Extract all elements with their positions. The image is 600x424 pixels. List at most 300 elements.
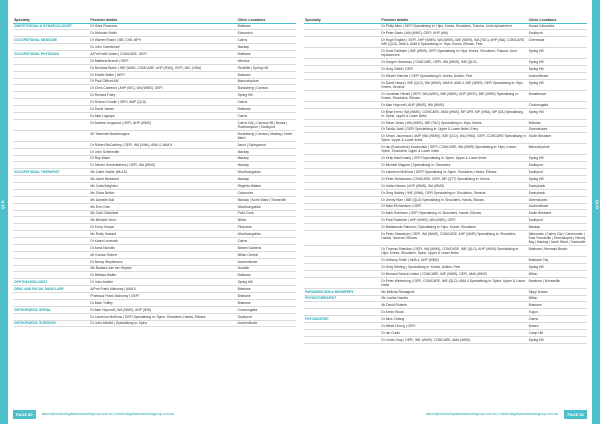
row-location: Cairns <box>237 238 296 245</box>
row-provider: Dr Kerry Hooper <box>89 224 236 231</box>
table-row <box>304 155 587 162</box>
row-location: Auchenflower <box>237 258 296 265</box>
table-row <box>304 108 587 119</box>
row-provider: Dr Peter Shanahan | GEPI, WA (WMS), COMCARE, AHP (WMS) Specialising in: Shoulders, Hands, General, Elbows <box>380 231 527 246</box>
right-page <box>304 17 587 407</box>
table-row <box>304 119 587 126</box>
row-location: Aitkenvale | Cairns City | Cannonvale | East Townsville | Greenslopes | Hervey Bay | Mackay | North Ward | Townsville <box>528 231 586 245</box>
row-provider: Dr Peter McNamara | COMCARE, GEPI, MP (QTT) Specialising in: Knees <box>380 176 527 183</box>
row-location: Edmonton <box>237 30 296 37</box>
row-provider: Dr Michael Maguire | Specialising in: Shoulders <box>380 162 527 169</box>
table-row <box>13 148 296 155</box>
row-specialty: OBSTETRICIAN & GYNAECOLOGIST <box>13 23 89 30</box>
table-row <box>13 286 296 293</box>
table-row <box>304 323 587 330</box>
table-row <box>13 299 296 306</box>
table-row <box>304 59 587 66</box>
table-row <box>304 176 587 183</box>
row-specialty <box>13 265 89 272</box>
row-location: Spring Hill <box>528 336 587 343</box>
row-provider: Dr Greg Nottley | IME (VWA), GEPI Specialising in: Shoulders, General <box>380 189 527 196</box>
row-specialty <box>304 176 380 183</box>
footer-contact-link[interactable]: admin@medicolegalassessmentsgroup.com.au | medicolegalassessmentsgroup.com.au <box>41 412 175 416</box>
row-specialty <box>304 302 380 309</box>
table-row <box>304 270 587 277</box>
row-provider: Dr Robert McCarthey | GEPI, WA (VWA), AMA 4, AMA 5 <box>89 141 236 148</box>
row-specialty <box>304 108 380 119</box>
row-provider: Dr Anna Nicholls <box>89 244 236 251</box>
row-location: Brisbane <box>237 299 296 306</box>
row-provider: Dr Ian (Kuokochuk) Kuokochuk | GEPI, COMCARE, WA (WMS) Specialising in: Hips, Knees, Spine, Shoulders, Upper & Lower limbs <box>380 144 527 155</box>
row-specialty <box>304 231 380 246</box>
row-provider: Ms Louise Harries <box>380 295 527 302</box>
row-location: Spring Hill <box>528 59 587 66</box>
row-specialty: PHYSIOTHERAPIST <box>304 295 380 302</box>
row-provider: Dr Mark Richardson | GEPI <box>380 203 527 210</box>
row-specialty <box>13 251 89 258</box>
row-provider: Dr Simon Journeaux | AMP (WA (WMS)), IME (QLD), WA (VWA), GEPI, COMCARE Specialising in: Spine, Upper & Lower limbs <box>381 134 527 143</box>
row-location: Cairns <box>237 112 296 119</box>
row-specialty <box>304 329 380 336</box>
row-provider: Ms Janet Bareshed <box>89 176 236 183</box>
row-location: Cairns <box>237 99 296 106</box>
row-provider: Dr Scott Fairbairn | IME (WMS), GEPI Specialising in: Hips, Knees, Shoulders, Trauma, Joint replacement <box>380 48 527 59</box>
row-location: South Brisbane <box>528 210 587 217</box>
header-locations: Clinic Locations <box>528 17 587 23</box>
row-specialty <box>304 277 380 288</box>
table-row <box>13 106 296 113</box>
table-row <box>304 316 587 323</box>
row-specialty <box>13 99 89 106</box>
row-specialty: OPHTHALMOLOGIST <box>13 279 89 286</box>
table-row <box>304 66 587 73</box>
row-provider: Dr Paul Rodierice | AHP (WMS), WA (WMS), GEPI <box>380 217 527 224</box>
table-row <box>304 302 587 309</box>
table-row <box>304 73 587 80</box>
right-accent-bar <box>592 0 600 424</box>
row-location: Bundaberg | Carrara <box>237 85 296 92</box>
row-location: Brisbane <box>237 71 296 78</box>
table-row <box>13 251 296 258</box>
row-provider: Dr Alan Hopcroft | AHP (WMS), WA (WMS) <box>380 101 527 108</box>
row-specialty <box>304 144 380 155</box>
row-provider: Dr Brian Ivers | WA (WMS), COMCARE, AMA (WMS), MP, AP5, MP (VWA), MP (SA) Specialising in: Spine, Upper & Lower limbs <box>380 108 527 119</box>
row-location: Southport <box>528 169 587 176</box>
row-provider: Mr Gordon Robert <box>89 251 236 258</box>
row-specialty <box>13 210 89 217</box>
table-row <box>13 64 296 71</box>
row-specialty: PSYCHIATRIST <box>304 316 380 323</box>
row-location: Auchenflower <box>237 320 296 327</box>
row-location: Mackay <box>237 148 296 155</box>
row-provider: Dr Deborah Smith <box>89 30 236 37</box>
header-provider: Provider details <box>380 17 527 23</box>
table-row <box>13 189 296 196</box>
row-specialty <box>13 231 89 238</box>
row-location: Mackay <box>237 176 296 183</box>
row-provider: Ms Olivia Britton <box>89 189 236 196</box>
row-location: Mackay <box>237 155 296 162</box>
table-row <box>13 293 296 300</box>
row-location: Caloundra <box>237 189 296 196</box>
row-specialty <box>13 183 89 190</box>
row-specialty <box>13 30 89 37</box>
row-specialty <box>13 106 89 113</box>
table-row <box>304 309 587 316</box>
row-specialty <box>304 73 380 80</box>
row-location: Nambour | Noosaville <box>528 277 587 288</box>
row-provider: A/Prof Keith Adam | COMCARE, GEPI <box>89 51 236 58</box>
row-provider: Dr Annie Wood <box>380 309 527 316</box>
row-location: Spring Hill <box>528 66 587 73</box>
row-specialty <box>13 44 89 51</box>
row-specialty <box>13 112 89 119</box>
row-provider: Dr Laurence McElrow | GEPI Specialising in: Spine, Shoulders, Hands, Elbows <box>89 313 236 320</box>
row-location: Tugun <box>528 309 587 316</box>
row-location: Bulimba <box>528 119 587 126</box>
row-provider: Dr Nicholas Burke | IME (WMS, COMCARE, AHP (IEW)), GEPI, MIC (VWA) <box>89 64 236 71</box>
row-specialty <box>304 37 380 48</box>
table-row <box>304 169 587 176</box>
row-specialty <box>304 336 380 343</box>
row-specialty: PARAMEDIC/EM & MIDWIFERY <box>304 288 380 295</box>
row-provider: Mr David Roberts <box>380 302 527 309</box>
table-row <box>304 37 587 48</box>
row-location: Regents Waters <box>237 183 296 190</box>
row-location: Mackay | North Ward | Townsville <box>237 196 296 203</box>
row-location: Camp Hill <box>528 329 587 336</box>
right-page-number: PAGE 81 <box>564 410 587 419</box>
row-specialty <box>13 203 89 210</box>
row-provider: Dr Bernard Szekui-Leiske | COMCARE, IME (WMS), GEPI, AMA (WMS) <box>380 270 527 277</box>
table-row <box>13 71 296 78</box>
left-page <box>13 17 296 407</box>
table-row <box>304 101 587 108</box>
row-provider: Dr Matthew Brandt | GEPI <box>89 57 236 64</box>
row-location: Brisbane <box>237 23 296 30</box>
row-location: Brisbane <box>237 106 296 113</box>
table-row <box>304 48 587 59</box>
row-provider: Dr Tandjo Jwall | GEPI Specialising in: Upper & Lower limbs, Entry <box>380 126 527 133</box>
right-provider-table <box>304 17 587 344</box>
row-location: Mackay <box>237 44 296 51</box>
row-specialty <box>13 196 89 203</box>
row-provider: Dr Philip Allen | GEPI Specialising in: Hips, Knees, Shoulders, Trauma, Joint replacement <box>380 23 527 30</box>
row-location: Nundah <box>237 265 296 272</box>
row-provider: Ms Danielle Bull <box>89 196 236 203</box>
row-location: Mackay <box>528 224 587 231</box>
row-specialty <box>304 189 380 196</box>
table-row <box>304 79 587 90</box>
row-location: Auchenflower <box>528 73 587 80</box>
row-specialty <box>304 309 380 316</box>
row-provider: Dr Giles Pearsons <box>89 23 236 30</box>
table-row <box>304 217 587 224</box>
row-location: Redcliffe | Spring Hill <box>237 64 296 71</box>
left-page-number: PAGE 80 <box>13 410 36 419</box>
row-specialty <box>304 66 380 73</box>
table-row <box>13 92 296 99</box>
row-provider: Dr Jonathan Herald | GEPI, WA (WMS), IME (WMS), AHP (WCR), IME (WMS) Specialising in: Knees, Shoulders, Elbows <box>380 90 527 101</box>
table-row <box>304 210 587 217</box>
table-row <box>13 196 296 203</box>
row-provider: Dr David James <box>89 106 236 113</box>
table-row <box>13 44 296 51</box>
row-specialty <box>13 189 89 196</box>
row-provider: Ms Emily Howard <box>89 231 236 238</box>
table-row <box>13 169 296 176</box>
row-specialty <box>13 78 89 85</box>
table-row <box>13 210 296 217</box>
row-location: South Brisbane <box>528 133 587 144</box>
row-location: Cooloongatta <box>528 101 587 108</box>
table-row <box>304 277 587 288</box>
table-row <box>13 176 296 183</box>
table-row <box>304 133 587 144</box>
row-provider: Dr Steve Jones | WA (WMS), IME (TAC) Specialising in: Hips, Knees <box>380 119 527 126</box>
row-location: Chermside <box>528 37 587 48</box>
row-location: Brisbane <box>237 286 296 293</box>
row-location: Brisbane City <box>528 257 587 264</box>
row-specialty <box>304 79 380 90</box>
row-location: Brisbane <box>237 272 296 279</box>
row-provider: Ms Claire Sadler (MLAS) <box>89 169 236 176</box>
row-specialty <box>304 48 380 59</box>
row-specialty <box>13 141 89 148</box>
row-specialty <box>304 270 380 277</box>
row-provider: Dr Ray Wade <box>89 155 236 162</box>
table-row <box>304 246 587 257</box>
table-row <box>13 141 296 148</box>
row-provider: Dr Steven Somerstahers | GEPI, WA (WMS) <box>89 162 236 169</box>
table-row <box>13 244 296 251</box>
row-provider: Dr Sharon Goodie | GEPI, AMP (QLD) <box>89 99 236 106</box>
row-location: Milton <box>237 217 296 224</box>
table-row <box>13 203 296 210</box>
row-provider: Dr Karen Leverack <box>89 238 236 245</box>
row-location: Spring Hill <box>528 263 587 270</box>
row-provider: Dr Nancy Stephenson <box>89 258 236 265</box>
table-row <box>13 30 296 37</box>
row-specialty <box>304 210 380 217</box>
row-location: Bundaberg | Carrara | Mackay | North Ward <box>237 130 296 141</box>
table-row <box>304 336 587 343</box>
table-row <box>304 288 587 295</box>
row-specialty <box>304 246 380 257</box>
row-provider: Dr Alan Hopcroft | WA (WMS), AHP (IEW) <box>89 306 236 313</box>
table-row <box>304 23 587 30</box>
row-location: Auchenflower <box>528 203 587 210</box>
row-location: Greenslopes <box>528 196 587 203</box>
row-provider: Dr Estelle Buller | GEPI <box>89 71 236 78</box>
row-location: Spring Hill <box>528 155 587 162</box>
row-specialty <box>13 57 89 64</box>
table-row <box>13 85 296 92</box>
row-provider: Dr Kelly MacGroarty | GEPI Specialising in: Spine, Upper & Lower limbs <box>380 155 527 162</box>
header-specialty: Specialty <box>13 17 89 23</box>
table-row <box>304 144 587 155</box>
row-specialty <box>13 238 89 245</box>
row-specialty <box>304 257 380 264</box>
table-row <box>13 23 296 30</box>
table-row <box>304 162 587 169</box>
table-row <box>304 90 587 101</box>
row-specialty <box>304 126 380 133</box>
row-provider: Ms Belinda Ramagnoli <box>380 288 527 295</box>
row-location: Southport <box>528 30 587 37</box>
left-table-body <box>13 23 296 327</box>
row-specialty <box>13 217 89 224</box>
row-provider: Ms Barbara Van der Heyden <box>89 265 236 272</box>
row-provider: Ms Cath Cleveland <box>89 210 236 217</box>
table-row <box>13 37 296 44</box>
row-provider: Dr Mark Tuffley <box>89 299 236 306</box>
row-provider: Dr Curtis Gray | GEPI, IME (WMS), COMCARE, AMA (WMS) <box>380 336 527 343</box>
row-location: Cairns <box>237 37 296 44</box>
row-specialty <box>304 23 380 30</box>
table-row <box>304 231 587 246</box>
table-row <box>13 162 296 169</box>
row-location: Cairns <box>528 316 587 323</box>
table-row <box>13 99 296 106</box>
row-provider: Dr Hugh English | GEPI, AHP (WMS), WA (WMS), IME (WMS), WA (TAC), AHP (WA), COMCARE, IME (QLD), AMA 4, AMA 5 Specialising in: Hips, Knees, Elbows, Feet <box>380 37 527 48</box>
table-row <box>13 130 296 141</box>
table-row <box>13 57 296 64</box>
row-provider: Dr Warren Rosier | MB, ChB, MPH <box>89 37 236 44</box>
row-specialty <box>13 272 89 279</box>
table-row <box>304 203 587 210</box>
row-provider: Dr John Ambler <box>89 279 236 286</box>
table-row <box>13 217 296 224</box>
row-specialty <box>304 224 380 231</box>
footer-contact-link[interactable]: admin@medicolegalassessmentsgroup.com.au | medicolegalassessmentsgroup.com.au <box>425 412 559 416</box>
header-provider: Provider details <box>89 17 236 23</box>
row-location: Point Cook <box>237 210 296 217</box>
row-specialty: ORTHOPAEDIC SPINAL <box>13 306 89 313</box>
row-location: Greenslopes <box>528 126 587 133</box>
table-row <box>13 238 296 245</box>
left-state-label: QLD <box>0 200 5 210</box>
row-provider: Dr Julian Nevers | AHP (WMS), WA (WMS) <box>380 182 527 189</box>
row-location: Spring Hill <box>528 79 587 90</box>
row-specialty <box>304 162 380 169</box>
row-specialty <box>304 196 380 203</box>
row-location: Maroochydore <box>528 144 587 155</box>
left-footer <box>13 409 296 419</box>
row-specialty <box>304 169 380 176</box>
row-location: Milton <box>528 270 587 277</box>
row-location: Sippy Downs <box>528 288 587 295</box>
row-provider: Dr Laurence McElrow | GEPI Specialising in: Spine, Shoulders, Hands, Elbows <box>380 169 527 176</box>
row-specialty <box>13 85 89 92</box>
row-provider: Dr Gargeri Gamtuwa | COMCARE, GEPI, WA (WMS), IME (QLD) <box>380 59 527 66</box>
row-location: Brisbane | Mermaid Beach <box>528 246 587 257</box>
row-specialty <box>304 90 380 101</box>
row-provider: Dr Richard Foley <box>89 92 236 99</box>
row-provider: A/Prof Frank Mahoney | AMA 5 <box>89 286 236 293</box>
row-location: Noosa Caloundra <box>528 23 587 30</box>
row-specialty <box>13 313 89 320</box>
row-specialty <box>13 64 89 71</box>
row-location: Spring Hill <box>237 279 296 286</box>
table-row <box>304 224 587 231</box>
row-provider: Dr Ian Curtis <box>380 329 527 336</box>
table-row <box>304 30 587 37</box>
row-specialty: OCCUPATIONAL PHYSICIAN <box>13 51 89 58</box>
row-location: Woolloongabba <box>237 231 296 238</box>
row-specialty: OCCUPATIONAL MEDICINE <box>13 37 89 44</box>
row-provider: Dr Alfred Chung | GEPI <box>380 323 527 330</box>
row-specialty <box>13 162 89 169</box>
row-specialty <box>304 155 380 162</box>
row-provider: Dr Jimmy Rian | IME (QLD) Specialising in: Shoulders, Hands, Elbows <box>380 196 527 203</box>
row-provider: Dr Greg Sterling | Specialising in: Knees, Ankles, Feet <box>380 263 527 270</box>
table-row <box>304 257 587 264</box>
row-specialty <box>13 299 89 306</box>
row-provider: Ms Michelle Dent <box>89 217 236 224</box>
row-location: Sunnybank <box>528 189 587 196</box>
row-location: Broadbeach <box>528 90 587 101</box>
row-provider: Professor Frank Mahoney | GEPI <box>89 293 236 300</box>
row-location: Woolloongabba <box>237 203 296 210</box>
row-location: Sunnybank <box>528 182 587 189</box>
row-specialty <box>13 224 89 231</box>
row-specialty <box>13 293 89 300</box>
row-location: Mackay <box>237 162 296 169</box>
table-row <box>13 224 296 231</box>
row-specialty: ORTHOPAEDIC SURGEON <box>13 320 89 327</box>
row-provider: Dr Thomas Sheridan | GEPI, WA (WMS), COMCARE, IME (QLD), AHP (WMS) Specialising in: Hips, Knees, Shoulders, Spine, Upper & Lower limbs <box>380 246 527 257</box>
row-specialty <box>304 30 380 37</box>
row-location: Bowen <box>528 323 587 330</box>
table-row <box>13 78 296 85</box>
row-location: Brisbane <box>237 51 296 58</box>
table-row <box>13 119 296 130</box>
row-specialty <box>13 244 89 251</box>
table-row <box>304 196 587 203</box>
row-specialty <box>304 217 380 224</box>
row-provider: Dr John Schmiedler <box>89 148 236 155</box>
row-specialty <box>13 71 89 78</box>
row-specialty <box>304 133 380 144</box>
row-specialty: OCCUPATIONAL THERAPIST <box>13 169 89 176</box>
row-provider: Ms Carla Beighten <box>89 183 236 190</box>
row-location: Maroochydore <box>237 78 296 85</box>
table-row <box>304 182 587 189</box>
row-provider: Dr John Allsdell | Specialising in: Spine <box>89 320 236 327</box>
row-specialty <box>304 119 380 126</box>
row-location: Bowen Gardens <box>237 244 296 251</box>
row-location: Ascot | Springwood <box>237 141 296 148</box>
row-specialty <box>13 176 89 183</box>
row-specialty <box>13 92 89 99</box>
row-location: Spring Hill <box>237 92 296 99</box>
row-location: Pimpama <box>237 224 296 231</box>
table-row <box>13 112 296 119</box>
row-location: Southport <box>237 313 296 320</box>
row-provider: Dr Greg Gillett | GEPI <box>380 66 527 73</box>
row-specialty <box>304 182 380 189</box>
row-location: Spring Hill <box>528 108 587 119</box>
row-location: Brisbane <box>528 302 587 309</box>
row-location: Cooloongatta <box>237 306 296 313</box>
row-location: Spring Hill <box>528 48 587 59</box>
table-row <box>304 189 587 196</box>
row-provider: Dr John Carmichael <box>89 44 236 51</box>
row-specialty <box>304 59 380 66</box>
header-specialty: Specialty <box>304 17 380 23</box>
row-provider: Dr Babakande Sabroso | Specialising in: Hips, Knees, Shoulders <box>380 224 527 231</box>
